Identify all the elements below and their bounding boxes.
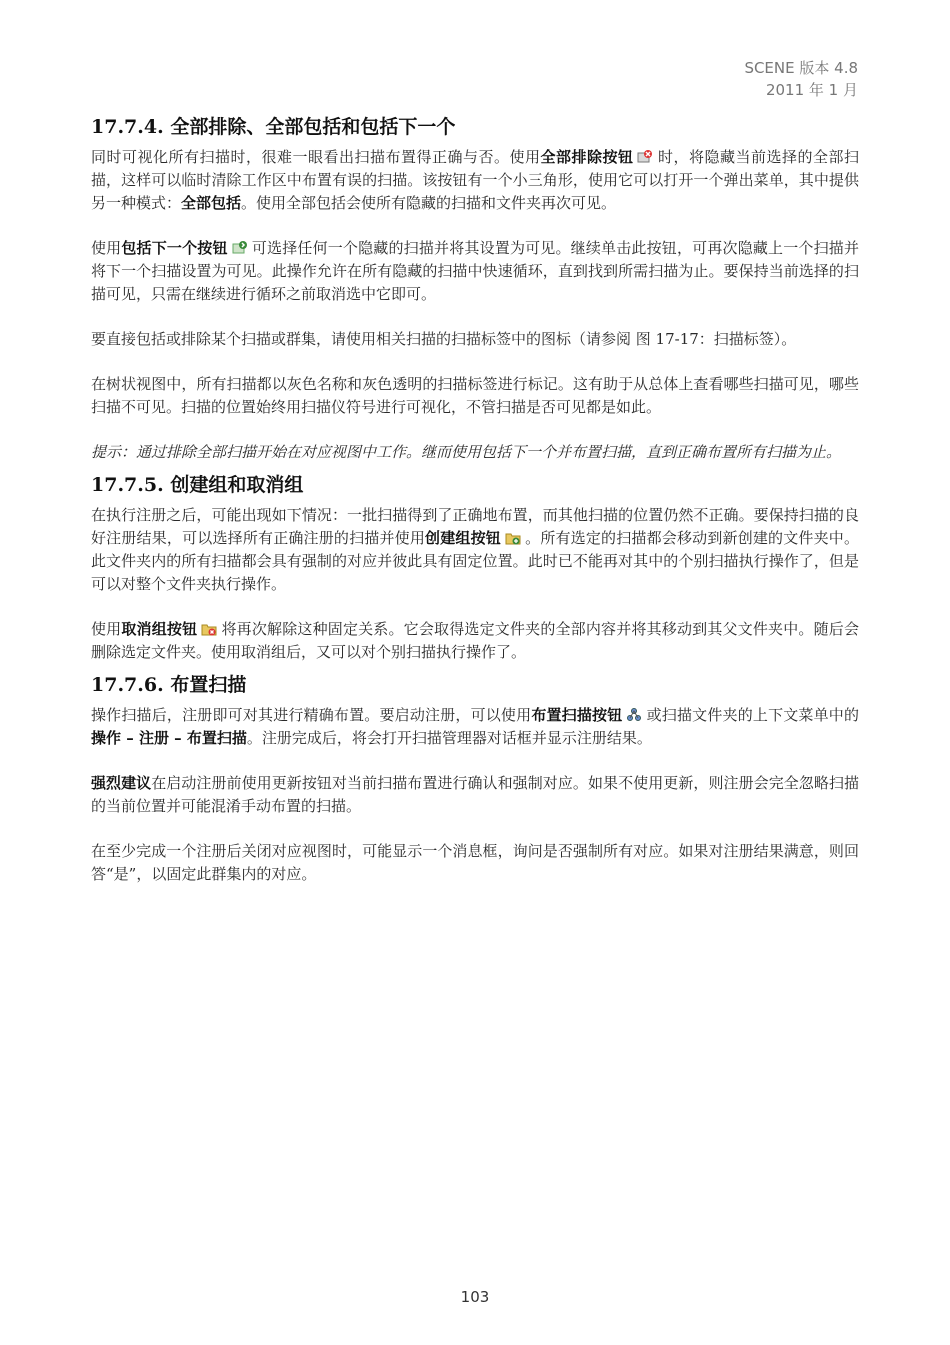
paragraph [91,237,859,306]
text-run: 操作扫描后，注册即可对其进行精确布置。要启动注册，可以使用 [91,706,532,724]
text-run: 。注册完成后，将会打开扫描管理器对话框并显示注册结果。 [246,729,652,747]
text-run: 将再次解除这种固定关系。它会取得选定文件夹的全部内容并将其移动到其父文件夹中。随后会删除选定文件夹。使用取消组后，又可以对个别扫描执行操作了。 [91,620,859,661]
text-run: 时，将隐藏当前选择的全部扫描，这样可以临时清除工作区中布置有误的扫描。该按钮有一个小三角形，使用它可以打开一个弹出菜单，其中提供另一种模式： [91,148,859,212]
bold-term: 全部排除按钮 [540,148,634,166]
text-run: 。使用全部包括会使所有隐藏的扫描和文件夹再次可见。 [241,194,617,212]
bold-term: 布置扫描按钮 [531,706,623,724]
paragraph [91,146,859,215]
tip-paragraph: 提示：通过排除全部扫描开始在对应视图中工作。继而使用包括下一个并布置扫描，直到正确布置所有扫描为止。 [91,443,842,461]
bold-term: 创建组按钮 [425,529,501,547]
paragraph [91,704,859,750]
paragraph: 在至少完成一个注册后关闭对应视图时，可能显示一个消息框，询问是否强制所有对应。如果对注册结果满意，则回答“是”，以固定此群集内的对应。 [91,842,859,883]
paragraph: 在树状视图中，所有扫描都以灰色名称和灰色透明的扫描标签进行标记。这有助于从总体上查看哪些扫描可见，哪些扫描不可见。扫描的位置始终用扫描仪符号进行可视化，不管扫描是否可见都是如此。 [91,375,859,416]
text-run: 使用 [91,620,122,638]
ungroup-icon [201,621,217,637]
header-version: SCENE 版本 4.8 [744,59,858,77]
paragraph [91,618,859,664]
paragraph [91,504,859,596]
bold-term: 包括下一个按钮 [121,239,228,257]
text-run: 同时可视化所有扫描时，很难一眼看出扫描布置得正确与否。使用 [91,148,541,166]
bold-term: 全部包括 [181,194,242,212]
bold-term: 操作 – 注册 – 布置扫描 [91,729,247,747]
section-heading-17-7-6: 17.7.6. 布置扫描 [91,674,247,696]
text-run: 在启动注册前使用更新按钮对当前扫描布置进行确认和强制对应。如果不使用更新，则注册会完全忽略扫描的当前位置并可能混淆手动布置的扫描。 [91,774,859,815]
paragraph [91,772,859,818]
header-date: 2011 年 1 月 [765,81,858,99]
place-scans-icon [626,707,642,723]
section-heading-17-7-4: 17.7.4. 全部排除、全部包括和包括下一个 [91,116,456,138]
text-run: 在执行注册之后，可能出现如下情况：一批扫描得到了正确地布置，而其他扫描的位置仍然不正确。要保持扫描的良好注册结果，可以选择所有正确注册的扫描并使用 [91,506,859,547]
text-run: 。所有选定的扫描都会移动到新创建的文件夹中。此文件夹内的所有扫描都会具有强制的对应并彼此具有固定位置。此时已不能再对其中的个别扫描执行操作了，但是可以对整个文件夹执行操作。 [91,529,859,593]
bold-term: 强烈建议 [91,774,152,792]
text-run: 或扫描文件夹的上下文菜单中的 [646,706,859,724]
section-heading-17-7-5: 17.7.5. 创建组和取消组 [91,474,304,496]
text-run: 可选择任何一个隐藏的扫描并将其设置为可见。继续单击此按钮，可再次隐藏上一个扫描并将下一个扫描设置为可见。此操作允许在所有隐藏的扫描中快速循环，直到找到所需扫描为止。要保持当前选择的扫描可见，只需在继续进行循环之前取消选中它即可。 [91,239,859,303]
page-number: 103 [460,1288,490,1306]
text-run: 使用 [91,239,122,257]
include-next-icon [232,240,248,256]
running-header [744,57,858,101]
page-content [91,114,859,908]
exclude-all-icon [637,149,653,165]
bold-term: 取消组按钮 [121,620,198,638]
paragraph: 要直接包括或排除某个扫描或群集，请使用相关扫描的扫描标签中的图标（请参阅 图 17-17：扫描标签）。 [91,330,797,348]
create-group-icon [505,530,521,546]
